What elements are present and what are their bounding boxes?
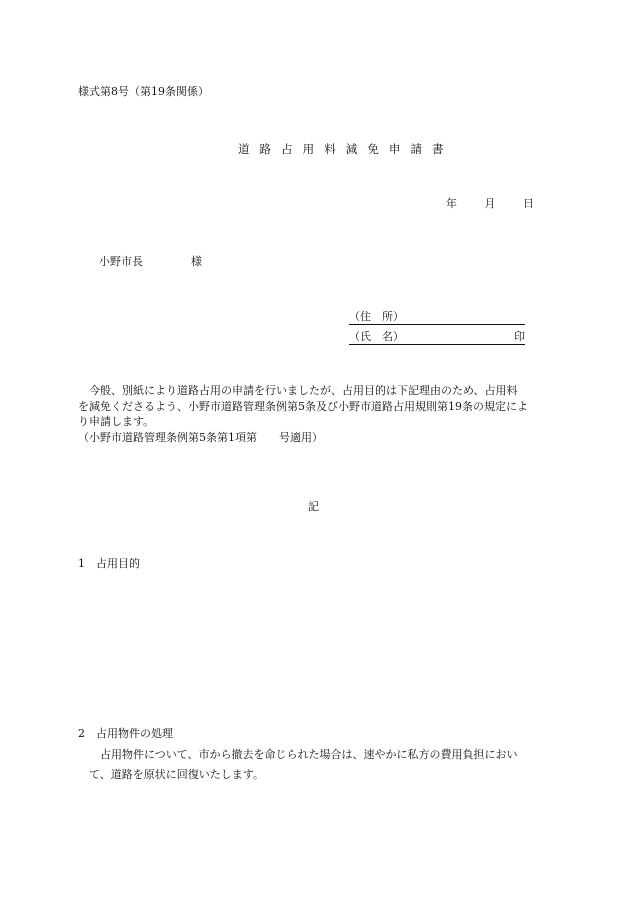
address-field xyxy=(349,311,525,325)
date-year: 年 xyxy=(446,197,457,210)
request-body xyxy=(78,383,548,445)
date-month: 月 xyxy=(484,197,496,210)
section-2-body xyxy=(78,745,518,785)
addressee-name: 小野市長 xyxy=(99,255,143,268)
address-label: （住 所） xyxy=(349,310,404,323)
section-2-line-1: 占用物件について、市から撤去を命じられた場合は、速やかに私方の費用負担におい xyxy=(78,748,518,761)
date-day: 日 xyxy=(523,197,534,210)
body-line-2: を減免くださるよう、小野市道路管理条例第5条及び小野市道路占用規則第19条の規定によ xyxy=(78,399,528,413)
form-number: 様式第8号（第19条関係） xyxy=(78,85,209,98)
section-2-line-2: て、道路を原状に回復いたします。 xyxy=(78,768,264,781)
document-title: 道 路 占 用 料 減 免 申 請 書 xyxy=(238,142,447,156)
ki-heading: 記 xyxy=(308,500,319,513)
body-line-1: 今般、別紙により道路占用の申請を行いましたが、占用目的は下記理由のため、占用料 xyxy=(78,384,518,397)
body-line-4: （小野市道路管理条例第5条第1項第 号適用） xyxy=(78,430,323,444)
addressee-honorific: 様 xyxy=(191,255,202,268)
addressee xyxy=(99,256,202,267)
date-line xyxy=(446,198,534,209)
body-line-3: り申請します。 xyxy=(78,415,155,428)
name-field xyxy=(349,331,525,345)
section-1-heading: 1 占用目的 xyxy=(78,557,140,570)
seal-mark: 印 xyxy=(514,330,525,343)
name-label: （氏 名） xyxy=(349,330,404,343)
section-2-heading: 2 占用物件の処理 xyxy=(78,727,173,740)
